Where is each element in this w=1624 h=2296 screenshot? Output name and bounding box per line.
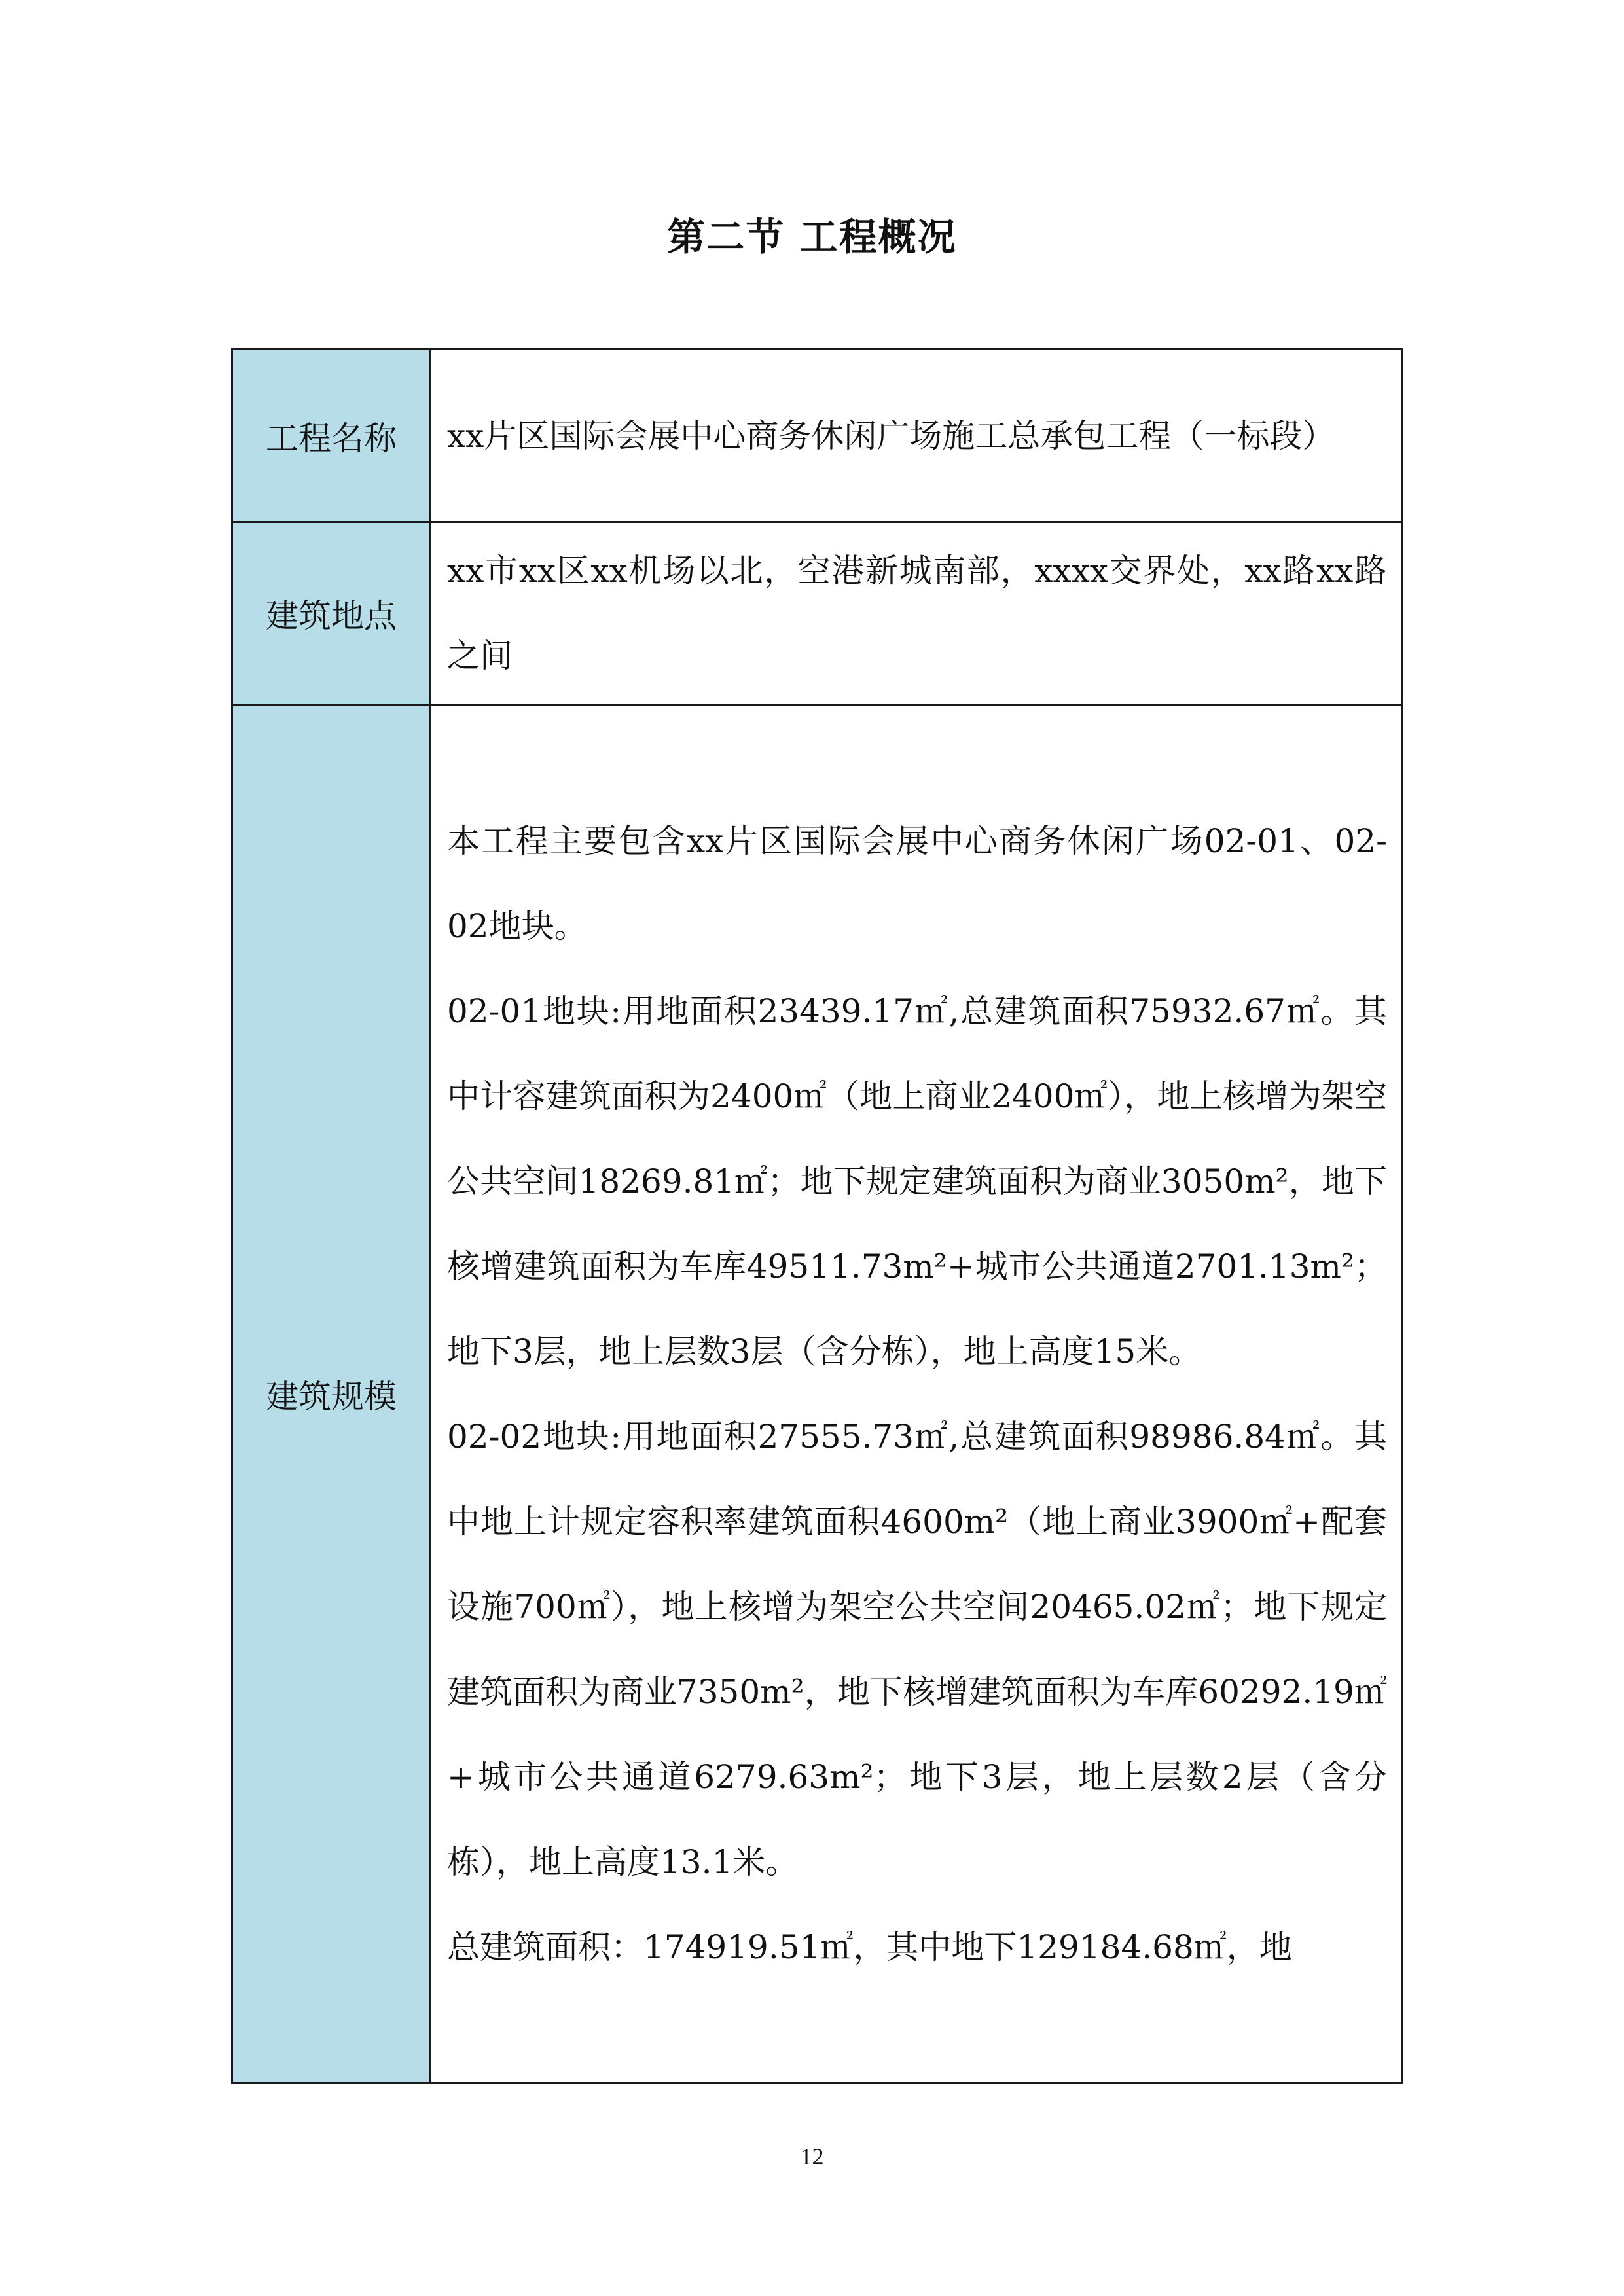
project-overview-table [231,348,1403,2084]
table-row-building-scale [232,705,1403,2083]
page-number: 12 [800,2144,824,2170]
plot-02-01-paragraph: 02-01地块:用地面积23439.17㎡,总建筑面积75932.67㎡。其中计容建筑面积为2400㎡（地上商业2400㎡），地上核增为架空公共空间18269.81㎡；地下规定建筑面积为商业3050m²，地下核增建筑面积为车库49511.73m²+城市公共通道2701.13m²；地下3层，地上层数3层（含分栋），地上高度15米。 [447,992,1387,1371]
label-project-name: 工程名称 [232,350,431,522]
total-area-paragraph: 总建筑面积：174919.51㎡，其中地下129184.68㎡，地 [447,1928,1292,1966]
page-title: 第二节 工程概况 [667,215,957,259]
building-location-text: xx市xx区xx机场以北，空港新城南部，xxxx交界处，xx路xx路之间 [447,552,1387,675]
value-project-name [431,350,1403,522]
project-name-text: xx片区国际会展中心商务休闲广场施工总承包工程（一标段） [447,416,1335,455]
label-building-scale: 建筑规模 [232,705,431,2083]
label-building-location: 建筑地点 [232,522,431,705]
plot-02-02-paragraph: 02-02地块:用地面积27555.73㎡,总建筑面积98986.84㎡。其中地上计规定容积率建筑面积4600m²（地上商业3900㎡+配套设施700㎡），地上核增为架空公共空间20465.02㎡；地下规定建筑面积为商业7350m²，地下核增建筑面积为车库60292.19㎡+城市公共通道6279.63m²；地下3层，地上层数2层（含分栋），地上高度13.1米。 [447,1417,1387,1881]
scale-intro-paragraph: 本工程主要包含xx片区国际会展中心商务休闲广场02-01、02-02地块。 [447,821,1387,945]
table-row-project-name [232,350,1403,522]
table-row-building-location [232,522,1403,705]
value-building-scale [431,705,1403,2083]
value-building-location [431,522,1403,705]
